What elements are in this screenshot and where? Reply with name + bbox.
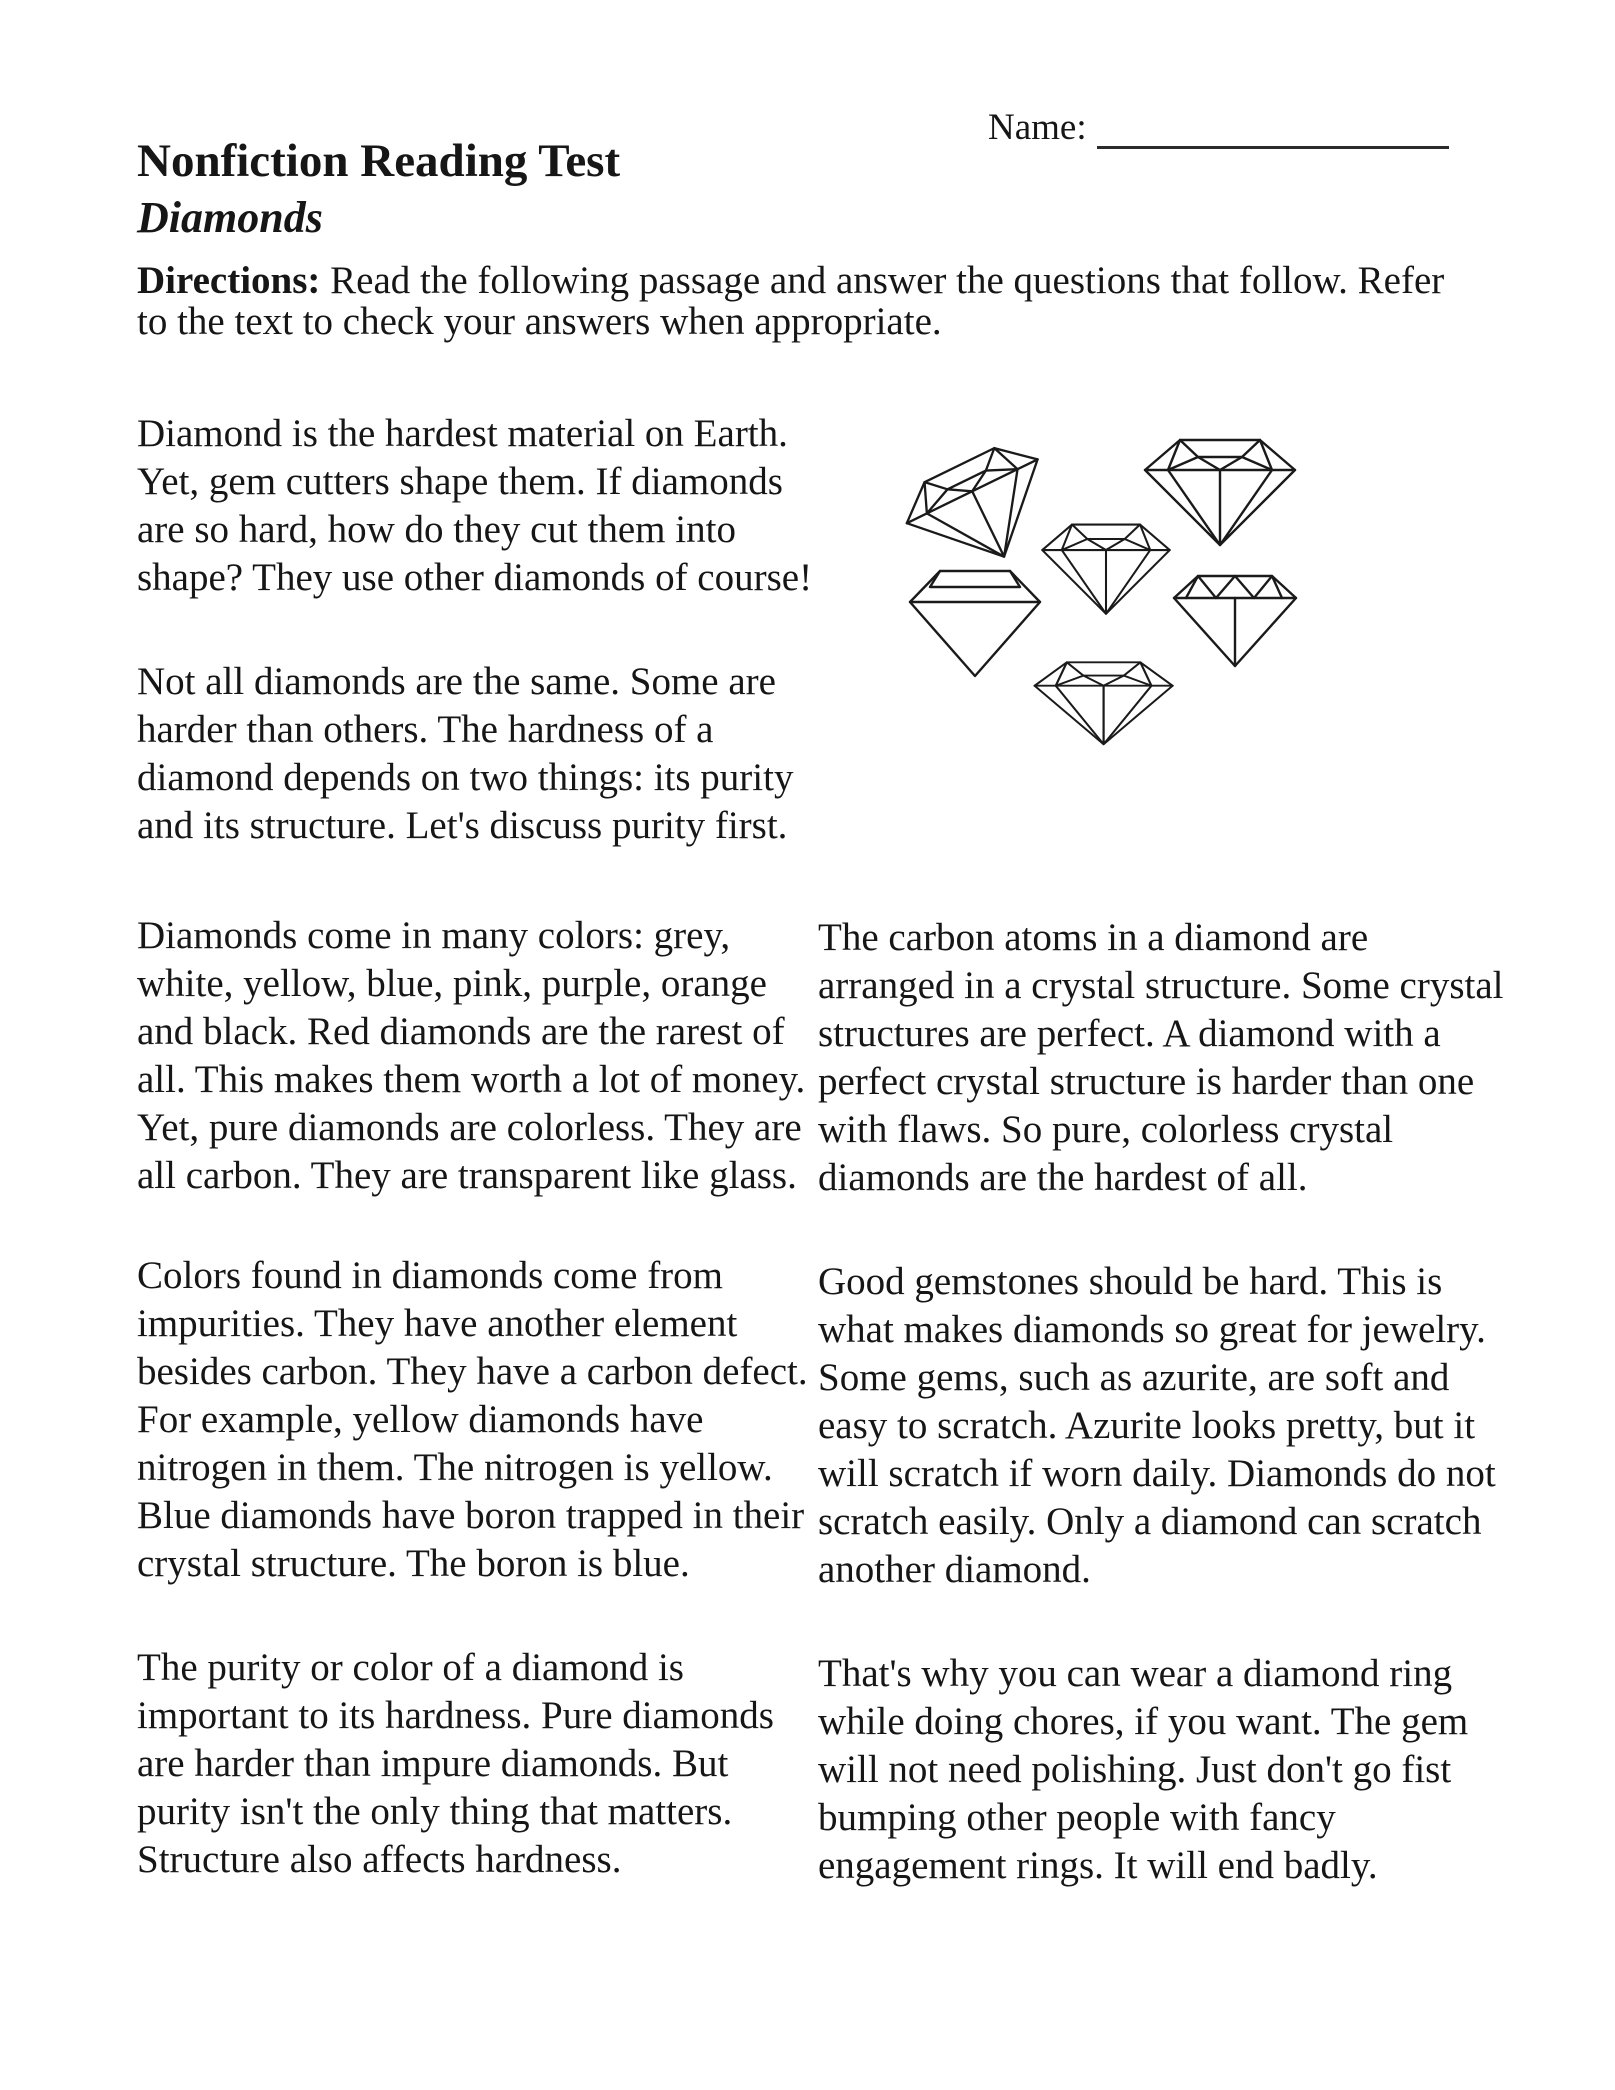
paragraph-7: Good gemstones should be hard. This is what makes diamonds so great for jewelry. Some gems, such as azurite, are soft and easy to scratch. Azurite looks pretty, but it will scratch if worn daily. Diamonds do not scratch easily. Only a diamond can scratch another diamond. <box>818 1260 1496 1591</box>
passage-left-column <box>137 410 819 1884</box>
paragraph-4: Colors found in diamonds come from impurities. They have another element besides carbon. They have a carbon defect. For example, yellow diamonds have nitrogen in them. The nitrogen is yellow. Blue diamonds have boron trapped in their crystal structure. The boron is blue. <box>137 1254 808 1585</box>
paragraph-3: Diamonds come in many colors: grey, white, yellow, blue, pink, purple, orange and black. Red diamonds are the rarest of all. This makes them worth a lot of money. Yet, pure diamonds are colorless. They are all carbon. They are transparent like glass. <box>137 914 806 1197</box>
name-blank-line[interactable] <box>1097 110 1449 149</box>
diamonds-illustration <box>888 420 1324 754</box>
paragraph-6: The carbon atoms in a diamond are arranged in a crystal structure. Some crystal structures are perfect. A diamond with a perfect crystal structure is harder than one with flaws. So pure, colorless crystal diamonds are the hardest of all. <box>818 916 1504 1199</box>
diamond-tilted <box>894 433 1069 588</box>
diamond-simple-right <box>1174 576 1296 666</box>
page-title: Nonfiction Reading Test <box>137 135 621 187</box>
paragraph-1: Diamond is the hardest material on Earth. Yet, gem cutters shape them. If diamonds are so hard, how do they cut them into shape? They use other diamonds of course! <box>137 412 813 599</box>
paragraph-5: The purity or color of a diamond is important to its hardness. Pure diamonds are harder than impure diamonds. But purity isn't the only thing that matters. Structure also affects hardness. <box>137 1646 774 1881</box>
passage-right-column <box>818 914 1506 1890</box>
paragraph-8: That's why you can wear a diamond ring while doing chores, if you want. The gem will not need polishing. Just don't go fist bumping other people with fancy engagement rings. It will end badly. <box>818 1652 1469 1887</box>
paragraph-2: Not all diamonds are the same. Some are harder than others. The hardness of a diamond depends on two things: its purity and its structure. Let's discuss purity first. <box>137 660 794 847</box>
directions-text: Read the following passage and answer the questions that follow. Refer to the text to check your answers when appropriate. <box>137 259 1445 343</box>
diamond-simple-left <box>910 571 1040 676</box>
diamond-wide-bottom <box>1035 662 1173 744</box>
directions-label: Directions: <box>137 259 321 302</box>
directions <box>137 260 1477 342</box>
diamond-large-front <box>1145 440 1295 545</box>
name-row <box>988 106 1449 149</box>
diamond-center-front <box>1042 525 1170 614</box>
name-label: Name: <box>988 107 1087 148</box>
page-subtitle: Diamonds <box>137 193 323 242</box>
